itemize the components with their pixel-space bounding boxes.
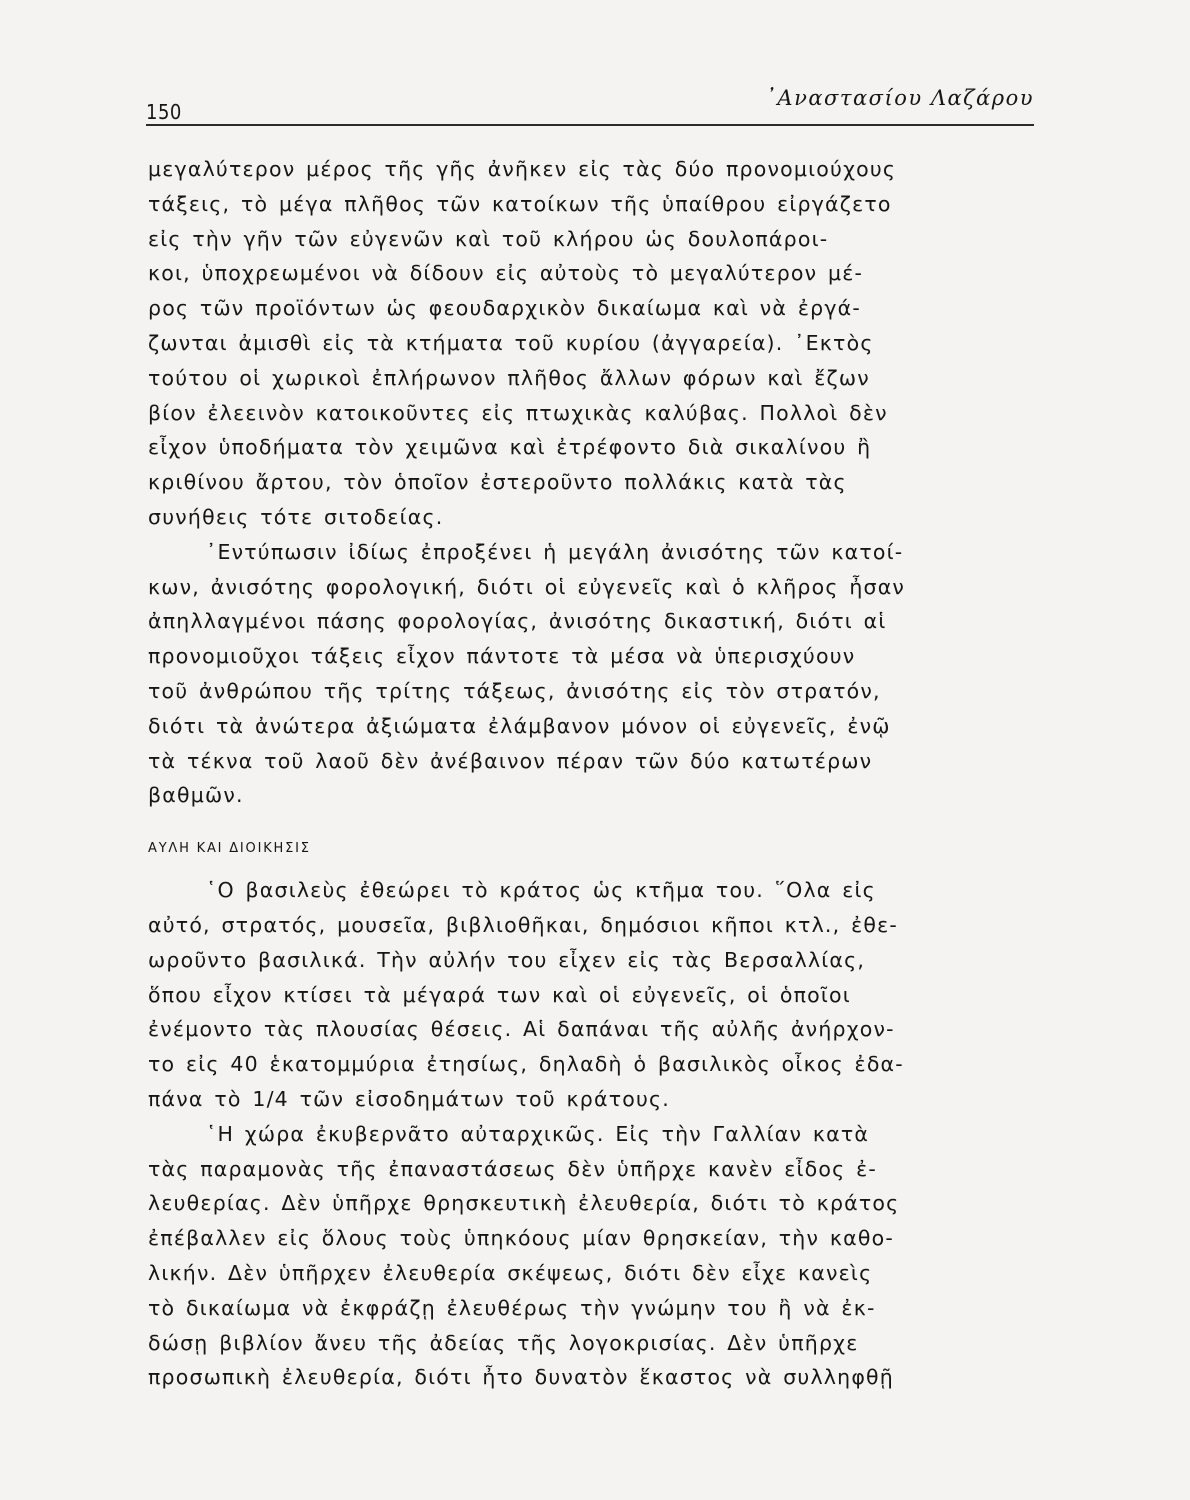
paragraph-1 <box>148 152 1034 535</box>
text-line: βίον ἐλεεινὸν κατοικοῦντες εἰς πτωχικὰς καλύβας. Πολλοὶ δὲν <box>148 400 888 425</box>
text-line: ὅπου εἶχον κτίσει τὰ μέγαρά των καὶ οἱ εὐγενεῖς, οἱ ὁποῖοι <box>148 982 851 1007</box>
section-heading: ΑΥΛΗ ΚΑΙ ΔΙΟΙΚΗΣΙΣ <box>148 841 311 857</box>
page-header <box>146 82 1034 126</box>
text-line: βαθμῶν. <box>148 783 244 808</box>
text-line: ῾Η χώρα ἐκυβερνᾶτο αὐταρχικῶς. Εἰς τὴν Γαλλίαν κατὰ <box>206 1121 870 1146</box>
text-line: τὸ δικαίωμα νὰ ἐκφράζῃ ἐλευθέρως τὴν γνώμην του ἢ νὰ ἐκ- <box>148 1295 876 1320</box>
text-line: εἶχον ὑποδήματα τὸν χειμῶνα καὶ ἐτρέφοντο διὰ σικαλίνου ἢ <box>148 435 872 460</box>
text-line: λικήν. Δὲν ὑπῆρχεν ἐλευθερία σκέψεως, διότι δὲν εἶχε κανεὶς <box>148 1260 873 1285</box>
text-line: εἰς τὴν γῆν τῶν εὐγενῶν καὶ τοῦ κλήρου ὡς δουλοπάροι- <box>148 226 829 251</box>
text-line: τούτου οἱ χωρικοὶ ἐπλήρωνον πλῆθος ἄλλων φόρων καὶ ἔζων <box>148 365 870 390</box>
text-line: κριθίνου ἄρτου, τὸν ὁποῖον ἐστεροῦντο πολλάκις κατὰ τὰς <box>148 470 847 495</box>
text-line: λευθερίας. Δὲν ὑπῆρχε θρησκευτικὴ ἐλευθερία, διότι τὸ κράτος <box>148 1191 900 1216</box>
text-line: προσωπικὴ ἐλευθερία, διότι ἦτο δυνατὸν ἕκαστος νὰ συλληφθῇ <box>148 1365 894 1390</box>
text-line: τάξεις, τὸ μέγα πλῆθος τῶν κατοίκων τῆς ὑπαίθρου εἰργάζετο <box>148 191 892 216</box>
page-number: 150 <box>146 100 182 124</box>
running-title: ᾿Αναστασίου Λαζάρου <box>765 86 1034 110</box>
text-line: πάνα τὸ 1/4 τῶν εἰσοδημάτων τοῦ κράτους. <box>148 1086 671 1111</box>
text-line: τὰς παραμονὰς τῆς ἐπαναστάσεως δὲν ὑπῆρχε κανὲν εἶδος ἐ- <box>148 1156 877 1181</box>
text-line: μεγαλύτερον μέρος τῆς γῆς ἀνῆκεν εἰς τὰς δύο προνομιούχους <box>148 157 897 181</box>
text-line: αὐτό, στρατός, μουσεῖα, βιβλιοθῆκαι, δημόσιοι κῆποι κτλ., ἐθε- <box>148 912 898 937</box>
text-line: διότι τὰ ἀνώτερα ἀξιώματα ἐλάμβανον μόνον οἱ εὐγενεῖς, ἐνῷ <box>148 713 891 738</box>
text-line: ρος τῶν προϊόντων ὡς φεουδαρχικὸν δικαίωμα καὶ νὰ ἐργά- <box>148 296 861 321</box>
text-line: τὰ τέκνα τοῦ λαοῦ δὲν ἀνέβαινον πέραν τῶν δύο κατωτέρων <box>148 748 873 773</box>
text-line: προνομιοῦχοι τάξεις εἶχον πάντοτε τὰ μέσα νὰ ὑπερισχύουν <box>148 644 856 669</box>
text-line: ἀπηλλαγμένοι πάσης φορολογίας, ἀνισότης δικαστική, διότι αἱ <box>148 609 887 634</box>
text-line: κοι, ὑποχρεωμένοι νὰ δίδουν εἰς αὐτοὺς τὸ μεγαλύτερον μέ- <box>148 261 864 286</box>
text-line: ωροῦντο βασιλικά. Τὴν αὐλήν του εἶχεν εἰς τὰς Βερσαλλίας, <box>148 947 866 972</box>
text-line: δώσῃ βιβλίον ἄνευ τῆς ἀδείας τῆς λογοκρισίας. Δὲν ὑπῆρχε <box>148 1330 859 1355</box>
text-line: το εἰς 40 ἑκατομμύρια ἐτησίως, δηλαδὴ ὁ βασιλικὸς οἶκος ἐδα- <box>148 1052 904 1077</box>
paragraph-3 <box>148 873 1034 1117</box>
text-line: τοῦ ἀνθρώπου τῆς τρίτης τάξεως, ἀνισότης εἰς τὸν στρατόν, <box>148 678 881 703</box>
paragraph-2 <box>148 535 1034 813</box>
body-text <box>148 152 1034 1395</box>
text-line: συνήθεις τότε σιτοδείας. <box>148 504 444 529</box>
text-line: ἐνέμοντο τὰς πλουσίας θέσεις. Αἱ δαπάναι τῆς αὐλῆς ἀνήρχον- <box>148 1017 895 1042</box>
text-line: ᾿Εντύπωσιν ἰδίως ἐπροξένει ἡ μεγάλη ἀνισότης τῶν κατοί- <box>206 539 904 564</box>
paragraph-4 <box>148 1117 1034 1395</box>
text-line: ἐπέβαλλεν εἰς ὅλους τοὺς ὑπηκόους μίαν θρησκείαν, τὴν καθο- <box>148 1226 894 1251</box>
text-line: ῾Ο βασιλεὺς ἐθεώρει τὸ κράτος ὡς κτῆμα του. ῞Ολα εἰς <box>206 878 876 903</box>
text-line: κων, ἀνισότης φορολογική, διότι οἱ εὐγενεῖς καὶ ὁ κλῆρος ἦσαν <box>148 574 906 599</box>
text-line: ζωνται ἀμισθὶ εἰς τὰ κτήματα τοῦ κυρίου (ἀγγαρεία). ᾿Εκτὸς <box>148 330 874 355</box>
